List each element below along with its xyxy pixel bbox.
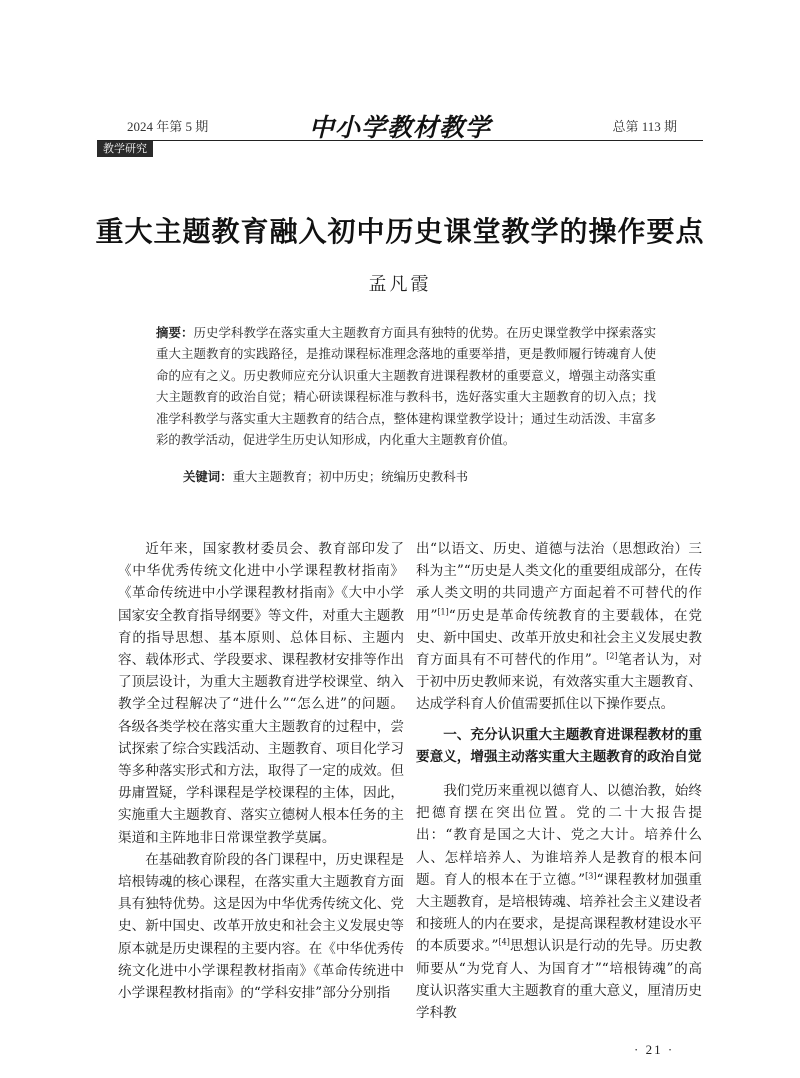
keywords	[183, 466, 663, 488]
body-paragraph	[416, 780, 702, 1024]
citation-ref: [3]	[585, 871, 597, 881]
keywords-text: 重大主题教育；初中历史；统编历史教科书	[232, 469, 468, 484]
page-number: · 21 ·	[634, 1042, 675, 1057]
body-column-right	[416, 538, 702, 1024]
body-paragraph: 近年来，国家教材委员会、教育部印发了《中华优秀传统文化进中小学课程教材指南》《革命传统进中小学课程教材指南》《大中小学国家安全教育指导纲要》等文件，对重大主题教育的指导思想、基本原则、总体目标、主题内容、载体形式、学段要求、课程教材安排等作出了顶层设计，为重大主题教育进学校课堂、纳入教学全过程解决了“进什么”“怎么进”的问题。各级各类学校在落实重大主题教育的过程中，尝试探索了综合实践活动、主题教育、项目化学习等多种落实形式和方法，取得了一定的成效。但毋庸置疑，学科课程是学校课程的主体，因此，实施重大主题教育、落实立德树人根本任务的主渠道和主阵地非日常课堂教学莫属。	[118, 541, 404, 846]
body-text: “历史是革命传统教育的主要载体，在党史、新中国史、改革开放史和社会主义发展史教育方面具有不可替代的作用”。	[416, 607, 702, 669]
body-text: 笔者认为，对于初中历史教师来说，有效落实重大主题教育、达成学科育人价值需要抓住以下操作要点。	[416, 652, 702, 713]
keywords-label: 关键词：	[183, 469, 233, 484]
body-paragraph: 在基础教育阶段的各门课程中，历史课程是培根铸魂的核心课程，在落实重大主题教育方面具有独特优势。这是因为中华优秀传统文化、党史、新中国史、改革开放史和社会主义发展史等原本就是历史课程的主要内容。在《中华优秀传统文化进中小学课程教材指南》《革命传统进中小学课程教材指南》的“学科安排”部分分别指	[118, 851, 404, 1002]
abstract	[156, 322, 656, 450]
body-text: “课程教材加强重大主题教育，是培根铸魂、培养社会主义建设者和接班人的内在要求，是提高课程教材建设水平的本质要求。”	[416, 871, 703, 955]
body-text: 思想认识是行动的先导。历史教师要从“为党育人、为国育才”“培根铸魂”的高度认识落实重大主题教育的重大意义，厘清历史学科教	[416, 938, 702, 1022]
header-divider	[97, 140, 703, 141]
total-issue-number: 总第 113 期	[612, 119, 677, 134]
body-text: 出“以语文、历史、道德与法治（思想政治）三科为主”“历史是人类文化的重要组成部分，在传承人类文明的共同遗产方面起着不可替代的作用”	[416, 541, 702, 624]
issue-number: 2024 年第 5 期	[127, 119, 209, 134]
citation-ref: [1]	[437, 607, 449, 617]
section-tag: 教学研究	[97, 141, 153, 157]
body-column-left	[118, 538, 404, 1004]
journal-masthead: 中小学教材教学	[308, 113, 491, 142]
article-title: 重大主题教育融入初中历史课堂教学的操作要点	[95, 215, 705, 248]
section-heading: 一、充分认识重大主题教育进课程教材的重要意义，增强主动落实重大主题教育的政治自觉	[416, 726, 702, 765]
body-text: 我们党历来重视以德育人、以德治教，始终把德育摆在突出位置。党的二十大报告提出：“教育是国之大计、党之大计。培养什么人、怎样培养人、为谁培养人是教育的根本问题。育人的根本在于立德。”	[416, 783, 702, 888]
abstract-text: 历史学科教学在落实重大主题教育方面具有独特的优势。在历史课堂教学中探索落实重大主题教育的实践路径，是推动课程标准理念落地的重要举措，更是教师履行铸魂育人使命的应有之义。历史教师应充分认识重大主题教育进课程教材的重要意义，增强主动落实重大主题教育的政治自觉；精心研读课程标准与教科书，选好落实重大主题教育的切入点；找准学科教学与落实重大主题教育的结合点，整体建构课堂教学设计；通过生动活泼、丰富多彩的教学活动，促进学生历史认知形成，内化重大主题教育价值。	[156, 325, 657, 448]
body-paragraph	[416, 538, 702, 716]
citation-ref: [2]	[606, 651, 618, 661]
article-author: 孟凡霞	[368, 274, 432, 295]
abstract-label: 摘要：	[156, 325, 194, 340]
citation-ref: [4]	[498, 937, 510, 947]
